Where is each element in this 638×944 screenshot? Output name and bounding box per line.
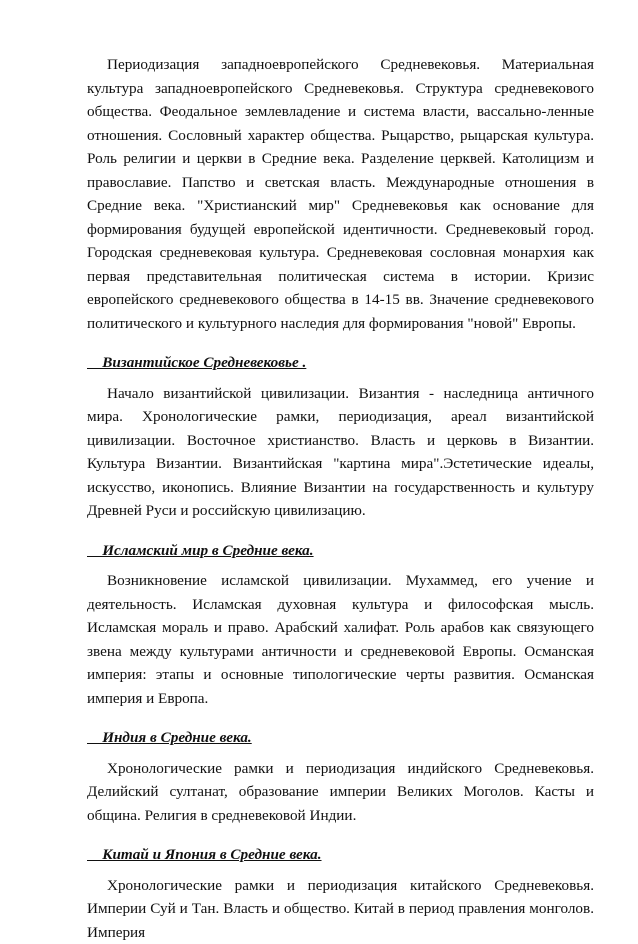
section-paragraph-china-japan: Хронологические рамки и периодизация китайского Средневековья. Империи Суй и Тан. Власть и общество. Китай в период правления монголов. Империя	[87, 874, 594, 944]
section-heading-india: Индия в Средние века.	[87, 710, 594, 757]
section-heading-china-japan: Китай и Япония в Средние века.	[87, 827, 594, 874]
section-paragraph-byzantine: Начало византийской цивилизации. Византия - наследница античного мира. Хронологические рамки, периодизация, ареал византийской цивилизации. Восточное христианство. Власть и церковь в Византии. Культура Византии. Византийская "картина мира".Эстетические идеалы, искусство, иконопись. Влияние Византии на государственность и культуру Древней Руси и российскую цивилизацию.	[87, 382, 594, 523]
document-page	[87, 53, 594, 944]
section-paragraph-india: Хронологические рамки и периодизация индийского Средневековья. Делийский султанат, образование империи Великих Моголов. Касты и община. Религия в средневековой Индии.	[87, 757, 594, 828]
section-heading-islamic: Исламский мир в Средние века.	[87, 523, 594, 570]
intro-paragraph: Периодизация западноевропейского Средневековья. Материальная культура западноевропейского Средневековья. Структура средневекового общества. Феодальное землевладение и система власти, вассально-ленные отношения. Сословный характер общества. Рыцарство, рыцарская культура. Роль религии и церкви в Средние века. Разделение церквей. Католицизм и православие. Папство и светская власть. Международные отношения в Средние века. "Христианский мир" Средневековья как основание для формирования будущей европейской идентичности. Средневековый город. Городская средневековая культура. Средневековая сословная монархия как первая представительная политическая система в истории. Кризис европейского средневекового общества в 14-15 вв. Значение средневекового политического и культурного наследия для формирования "новой" Европы.	[87, 53, 594, 335]
section-paragraph-islamic: Возникновение исламской цивилизации. Мухаммед, его учение и деятельность. Исламская духовная культура и философская мысль. Исламская мораль и право. Арабский халифат. Роль арабов как связующего звена между культурами античности и средневековой Европы. Османская империя: этапы и основные типологические черты развития. Османская империя и Европа.	[87, 569, 594, 710]
section-heading-byzantine: Византийское Средневековье .	[87, 335, 594, 382]
